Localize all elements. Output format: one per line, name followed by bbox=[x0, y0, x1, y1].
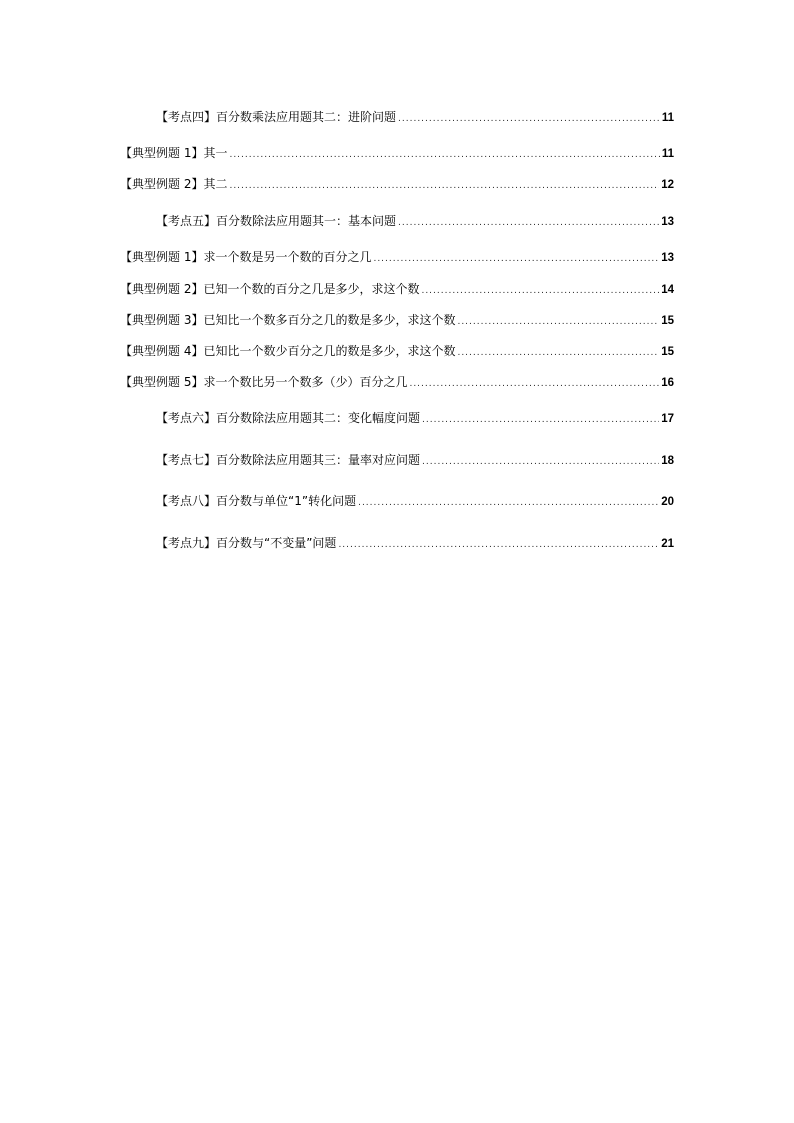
toc-entry-example-3[interactable] bbox=[120, 312, 674, 328]
toc-dot-leader bbox=[373, 251, 659, 267]
toc-entry-label: 【典型例题 1】求一个数是另一个数的百分之几 bbox=[120, 250, 372, 264]
toc-page-number: 11 bbox=[661, 148, 674, 160]
toc-entry-example-5[interactable] bbox=[120, 374, 674, 390]
toc-entry-label: 【考点九】百分数与“不变量”问题 bbox=[156, 536, 337, 550]
toc-entry-example-2[interactable] bbox=[120, 176, 674, 192]
toc-dot-leader bbox=[421, 283, 659, 299]
toc-page-number: 13 bbox=[661, 216, 674, 228]
toc-entry-label: 【考点七】百分数除法应用题其三：量率对应问题 bbox=[156, 453, 421, 467]
toc-page-number: 11 bbox=[661, 112, 674, 124]
toc-entry-label: 【典型例题 3】已知比一个数多百分之几的数是多少，求这个数 bbox=[120, 313, 456, 327]
toc-page-number: 20 bbox=[661, 496, 674, 508]
toc-dot-leader bbox=[358, 495, 659, 511]
toc-entry-example-4[interactable] bbox=[120, 343, 674, 359]
toc-dot-leader bbox=[229, 147, 659, 163]
toc-entry-kaodian-6[interactable] bbox=[156, 410, 674, 426]
toc-dot-leader bbox=[398, 215, 659, 231]
toc-entry-kaodian-7[interactable] bbox=[156, 452, 674, 468]
toc-entry-label: 【典型例题 5】求一个数比另一个数多（少）百分之几 bbox=[120, 375, 408, 389]
toc-page-number: 13 bbox=[661, 252, 674, 264]
toc-dot-leader bbox=[457, 314, 659, 330]
toc-dot-leader bbox=[457, 345, 659, 361]
toc-entry-kaodian-8[interactable] bbox=[156, 493, 674, 509]
toc-entry-label: 【考点八】百分数与单位“1”转化问题 bbox=[156, 494, 357, 508]
toc-entry-example-1[interactable] bbox=[120, 145, 674, 161]
toc-entry-kaodian-5[interactable] bbox=[156, 213, 674, 229]
toc-entry-label: 【典型例题 4】已知比一个数少百分之几的数是多少，求这个数 bbox=[120, 344, 456, 358]
toc-entry-example-2[interactable] bbox=[120, 281, 674, 297]
toc-dot-leader bbox=[229, 178, 659, 194]
toc-page-number: 15 bbox=[661, 346, 674, 358]
toc-entry-label: 【典型例题 2】其二 bbox=[120, 177, 228, 191]
toc-entry-label: 【典型例题 2】已知一个数的百分之几是多少，求这个数 bbox=[120, 282, 420, 296]
toc-dot-leader bbox=[409, 376, 659, 392]
toc-page-number: 16 bbox=[661, 377, 674, 389]
toc-dot-leader bbox=[422, 412, 659, 428]
toc-dot-leader bbox=[338, 537, 659, 553]
toc-entry-kaodian-9[interactable] bbox=[156, 535, 674, 551]
toc-entry-label: 【考点六】百分数除法应用题其二：变化幅度问题 bbox=[156, 411, 421, 425]
toc-entry-label: 【典型例题 1】其一 bbox=[120, 146, 228, 160]
toc-page-number: 14 bbox=[661, 284, 674, 296]
toc-page-number: 21 bbox=[661, 538, 674, 550]
toc-dot-leader bbox=[422, 454, 659, 470]
toc-entry-example-1[interactable] bbox=[120, 249, 674, 265]
toc-entry-label: 【考点五】百分数除法应用题其一：基本问题 bbox=[156, 214, 397, 228]
toc-page-number: 15 bbox=[661, 315, 674, 327]
toc-entry-label: 【考点四】百分数乘法应用题其二：进阶问题 bbox=[156, 110, 397, 124]
toc-entry-kaodian-4[interactable] bbox=[156, 109, 674, 125]
toc-page-number: 12 bbox=[661, 179, 674, 191]
toc-page-number: 18 bbox=[661, 455, 674, 467]
toc-dot-leader bbox=[398, 111, 660, 127]
toc-page-number: 17 bbox=[661, 413, 674, 425]
